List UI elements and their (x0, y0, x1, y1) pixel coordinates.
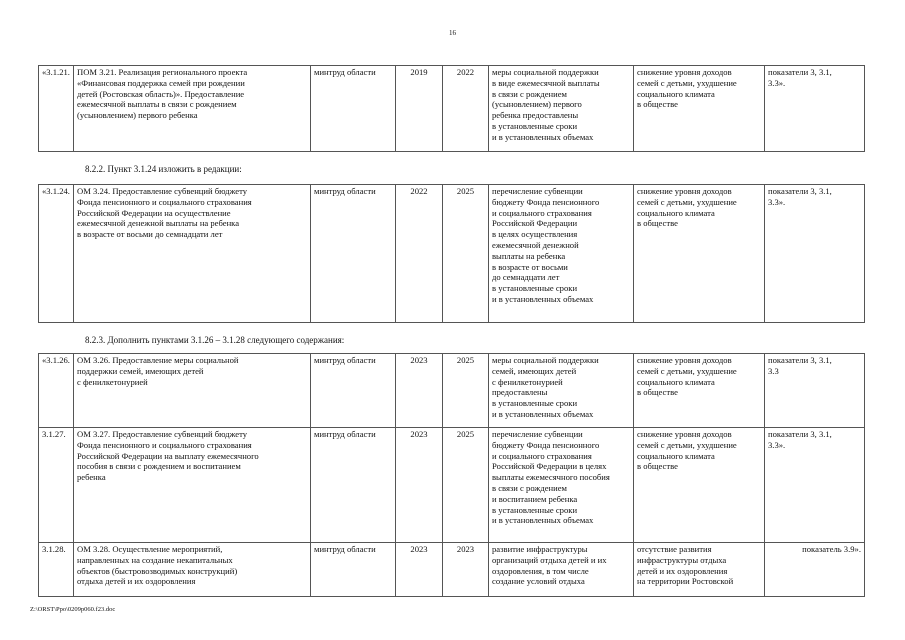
measure-name: ОМ 3.26. Предоставление меры социальной поддержки семей, имеющих детей с фенилкетонурией (74, 354, 311, 428)
consequences: снижение уровня доходов семей с детьми, ухудшение социального климата в обществе (634, 428, 765, 543)
paragraph-8-2-2: 8.2.2. Пункт 3.1.24 изложить в редакции: (85, 164, 242, 174)
table-row (39, 428, 865, 543)
executor: минтруд области (311, 543, 396, 597)
measure-name: ОМ 3.27. Предоставление субвенций бюджету Фонда пенсионного и социального страхования Российской Федерации на выплату ежемесячного пособия в связи с рождением и воспитанием ребенка (74, 428, 311, 543)
end-year: 2025 (443, 428, 489, 543)
expected-result: перечисление субвенции бюджету Фонда пенсионного и социального страхования Российской Федерации в целях осуществления ежемесячной денежной выплаты на ребенка в возрасте от восьми до семнадцати лет в установленные сроки и в установленных объемах (489, 185, 634, 323)
table-row (39, 66, 865, 152)
expected-result: меры социальной поддержки в виде ежемесячной выплаты в связи с рождением (усыновлением) первого ребенка предоставлены в установленные сроки и в установленных объемах (489, 66, 634, 152)
consequences: отсутствие развития инфраструктуры отдыха детей и их оздоровления на территории Ростовской (634, 543, 765, 597)
end-year: 2025 (443, 185, 489, 323)
executor: минтруд области (311, 185, 396, 323)
executor: минтруд области (311, 428, 396, 543)
indicator-link: показатели 3, 3.1, 3.3 (765, 354, 865, 428)
measure-name: ОМ 3.24. Предоставление субвенций бюджету Фонда пенсионного и социального страхования Российской Федерации на осуществление ежемесячной денежной выплаты на ребенка в возрасте от восьми до семнадцати лет (74, 185, 311, 323)
indicator-link: показатели 3, 3.1, 3.3». (765, 428, 865, 543)
consequences: снижение уровня доходов семей с детьми, ухудшение социального климата в обществе (634, 66, 765, 152)
expected-result: развитие инфраструктуры организаций отдыха детей и их оздоровления, в том числе создание условий отдыха (489, 543, 634, 597)
indicator-link: показатели 3, 3.1, 3.3». (765, 185, 865, 323)
start-year: 2023 (396, 428, 443, 543)
table-row (39, 185, 865, 323)
table-row (39, 354, 865, 428)
executor: минтруд области (311, 354, 396, 428)
row-number: «3.1.26. (39, 354, 74, 428)
measure-name: ОМ 3.28. Осуществление мероприятий, направленных на создание некапитальных объектов (быстровозводимых конструкций) отдыха детей и их оздоровления (74, 543, 311, 597)
page-number: 16 (449, 29, 456, 37)
row-number: «3.1.24. (39, 185, 74, 323)
end-year: 2023 (443, 543, 489, 597)
consequences: снижение уровня доходов семей с детьми, ухудшение социального климата в обществе (634, 185, 765, 323)
expected-result: перечисление субвенции бюджету Фонда пенсионного и социального страхования Российской Федерации в целях выплаты ежемесячного пособия в связи с рождением и воспитанием ребенка в установленные сроки и в установленных объемах (489, 428, 634, 543)
table-point-3-1-24 (38, 184, 865, 323)
file-path-footer: Z:\ORST\Ppo\0209p060.f23.doc (30, 606, 116, 613)
end-year: 2022 (443, 66, 489, 152)
executor: минтруд области (311, 66, 396, 152)
paragraph-8-2-3: 8.2.3. Дополнить пунктами 3.1.26 – 3.1.28 следующего содержания: (85, 335, 345, 345)
expected-result: меры социальной поддержки семей, имеющих детей с фенилкетонурией предоставлены в установленные сроки и в установленных объемах (489, 354, 634, 428)
table-point-3-1-21 (38, 65, 865, 152)
table-points-3-1-26-3-1-28 (38, 353, 865, 597)
start-year: 2023 (396, 543, 443, 597)
row-number: «3.1.21. (39, 66, 74, 152)
consequences: снижение уровня доходов семей с детьми, ухудшение социального климата в обществе (634, 354, 765, 428)
row-number: 3.1.27. (39, 428, 74, 543)
table-row (39, 543, 865, 597)
indicator-link: показатели 3, 3.1, 3.3». (765, 66, 865, 152)
start-year: 2019 (396, 66, 443, 152)
measure-name: ПОМ 3.21. Реализация регионального проекта «Финансовая поддержка семей при рождении детей (Ростовская область)». Предоставление ежемесячной выплаты в связи с рождением (усыновлением) первого ребенка (74, 66, 311, 152)
start-year: 2023 (396, 354, 443, 428)
end-year: 2025 (443, 354, 489, 428)
indicator-link: показатель 3.9». (765, 543, 865, 597)
row-number: 3.1.28. (39, 543, 74, 597)
start-year: 2022 (396, 185, 443, 323)
